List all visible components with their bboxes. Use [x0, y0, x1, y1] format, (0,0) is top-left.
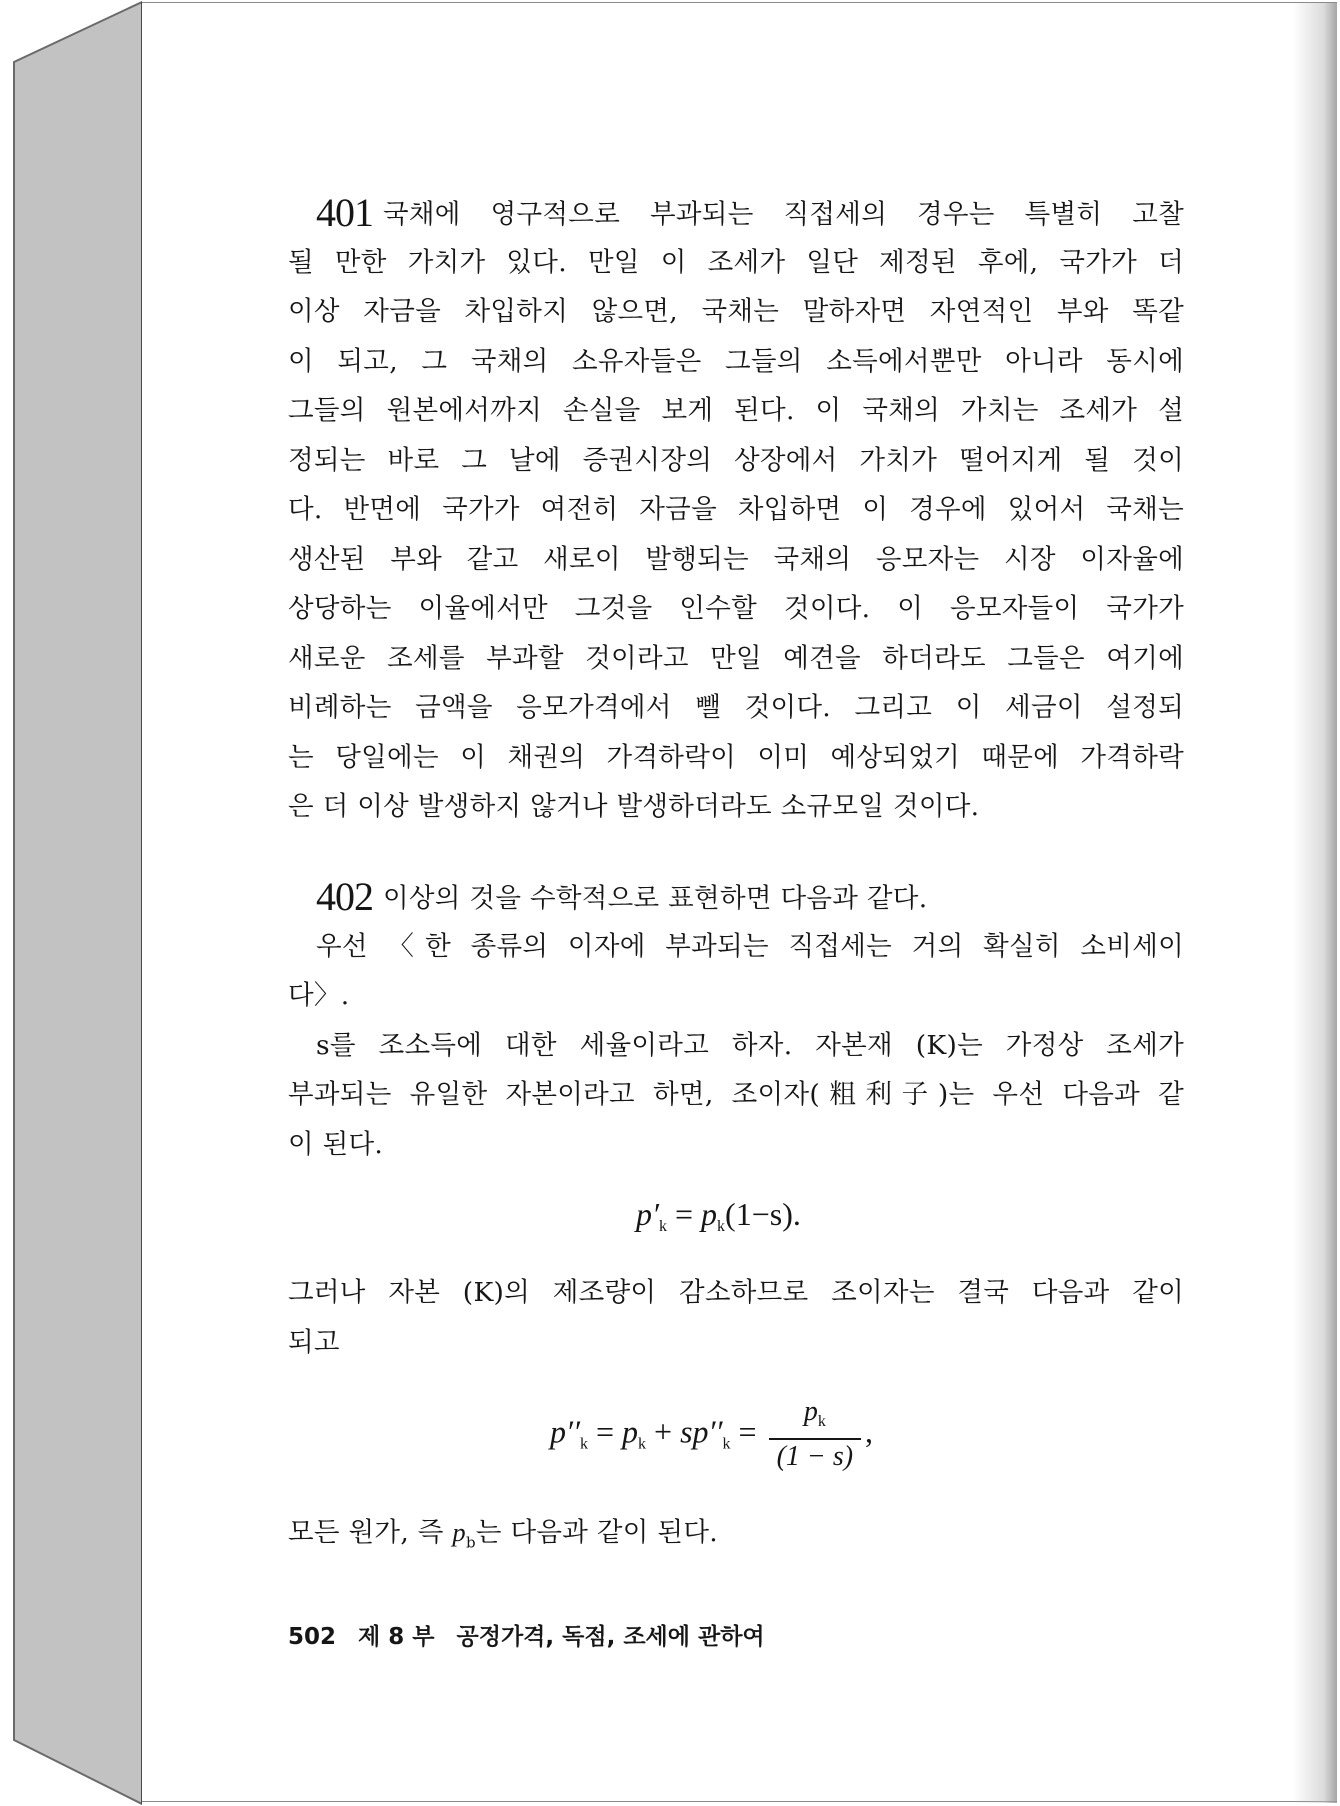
text-line — [288, 188, 1184, 238]
formula-equals: = — [596, 1413, 615, 1450]
text-line: 상당하는 이율에서만 그것을 인수할 것이다. 이 응모자들이 국가가 — [288, 593, 1184, 624]
paragraph-401 — [288, 188, 1184, 832]
formula-fraction — [769, 1396, 861, 1474]
closing-var: p — [452, 1517, 466, 1547]
text-line: 비례하는 금액을 응모가격에서 뺄 것이다. 그리고 이 세금이 설정되 — [288, 692, 1184, 723]
closing-var-sub: b — [465, 1533, 476, 1552]
formula-term: sp′′ — [680, 1413, 723, 1450]
formula-term: p — [622, 1413, 639, 1450]
formula-lhs: p′′ — [550, 1413, 580, 1450]
text-line: 우선 〈한 종류의 이자에 부과되는 직접세는 거의 확실히 소비세이 — [316, 930, 1184, 962]
formula-equals: = — [738, 1413, 757, 1450]
text-line: 그들의 원본에서까지 손실을 보게 된다. 이 국채의 가치는 조세가 설 — [288, 395, 1184, 426]
line-text: 이상의 것을 수학적으로 표현하면 다음과 같다. — [383, 883, 928, 914]
text-line: 는 당일에는 이 채권의 가격하락이 이미 예상되었기 때문에 가격하락 — [288, 741, 1184, 773]
page-number: 502 — [288, 1624, 337, 1650]
text-line: 다. 반면에 국가가 여전히 자금을 차입하면 이 경우에 있어서 국채는 — [288, 494, 1184, 525]
formula-tail: , — [865, 1413, 874, 1450]
text-line: 이 되고, 그 국채의 소유자들은 그들의 소득에서뿐만 아니라 동시에 — [288, 345, 1184, 377]
text-line: 생산된 부와 같고 새로이 발행되는 국채의 응모자는 시장 이자율에 — [288, 543, 1184, 575]
text-line: 이상 자금을 차입하지 않으면, 국채는 말하자면 자연적인 부와 똑같 — [288, 296, 1184, 327]
formula-term-sub: k — [722, 1435, 731, 1453]
book-spine-edge — [0, 0, 142, 1806]
formula-final-interest — [550, 1396, 873, 1474]
text-line: 은 더 이상 발생하지 않거나 발생하더라도 소규모일 것이다. — [288, 791, 980, 822]
text-line: s를 조소득에 대한 세율이라고 하자. 자본재 (K)는 가정상 조세가 — [316, 1029, 1184, 1061]
text-line: 정되는 바로 그 날에 증권시장의 상장에서 가치가 떨어지게 될 것이 — [288, 444, 1184, 476]
page-edge-shadow — [1293, 3, 1337, 1803]
text-line: 부과되는 유일한 자본이라고 하면, 조이자(粗利子)는 우선 다음과 같 — [288, 1079, 1184, 1110]
text-line: 새로운 조세를 부과할 것이라고 만일 예견을 하더라도 그들은 여기에 — [288, 642, 1184, 674]
formula-gross-interest — [636, 1196, 801, 1236]
closing-line — [288, 1508, 1184, 1558]
text-line: 될 만한 가치가 있다. 만일 이 조세가 일단 제정된 후에, 국가가 더 — [288, 246, 1184, 278]
paragraph-402-continued — [288, 1268, 1184, 1367]
formula-lhs-sub: k — [659, 1218, 667, 1235]
formula-rhs-tail: (1−s). — [725, 1196, 801, 1232]
text-line — [288, 1508, 1184, 1558]
text-line: 되고 — [288, 1326, 340, 1358]
paragraph-number: 401 — [316, 190, 373, 235]
formula-term-sub: k — [638, 1435, 647, 1453]
line-text: 국채에 영구적으로 부과되는 직접세의 경우는 특별히 고찰 — [383, 199, 1184, 230]
formula-rhs: p — [701, 1196, 718, 1232]
part-label: 제 8 부 — [358, 1624, 435, 1650]
text-line: 그러나 자본 (K)의 제조량이 감소하므로 조이자는 결국 다음과 같이 — [288, 1277, 1184, 1308]
text-line: 다〉. — [288, 980, 350, 1011]
fraction-denominator: (1 − s) — [769, 1438, 861, 1474]
page-footer — [288, 1618, 779, 1651]
formula-rhs-sub: k — [717, 1218, 726, 1235]
paragraph-402 — [288, 872, 1184, 1169]
text-line — [288, 872, 1184, 922]
line-text: 모든 원가, 즉 — [288, 1517, 453, 1548]
formula-equals: = — [675, 1196, 694, 1232]
part-title: 공정가격, 독점, 조세에 관하여 — [456, 1624, 765, 1650]
formula-lhs-sub: k — [580, 1435, 588, 1453]
fraction-numerator — [769, 1396, 861, 1438]
numerator-sub: k — [817, 1413, 826, 1430]
formula-plus: + — [654, 1413, 673, 1450]
line-text: 는 다음과 같이 된다. — [475, 1517, 718, 1548]
paragraph-number: 402 — [316, 874, 373, 919]
text-line: 이 된다. — [288, 1128, 384, 1160]
numerator-var: p — [803, 1396, 818, 1427]
formula-lhs: p′ — [636, 1196, 659, 1232]
